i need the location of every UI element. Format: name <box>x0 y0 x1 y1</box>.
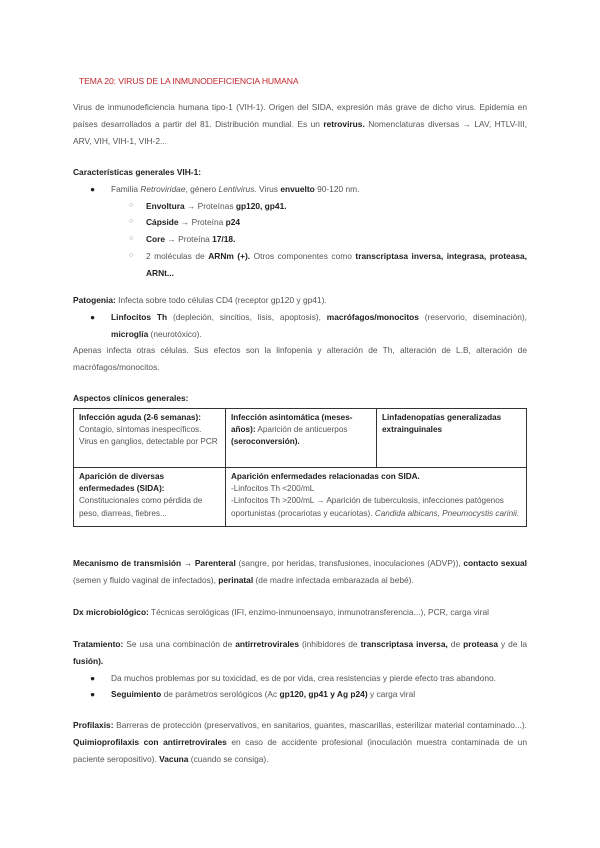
bold-text: Linfocitos Th <box>111 311 168 322</box>
bold-text: fusión). <box>73 655 104 666</box>
circle-bullet-icon: ○ <box>129 235 134 243</box>
text-run: Nomenclaturas diversas → LAV, HTLV-III, ARV, VIH, VIH-1, VIH-2... <box>73 118 528 146</box>
bold-text: perinatal <box>218 574 254 585</box>
list-item-text <box>111 673 496 683</box>
clinical-aspects-table <box>73 408 527 527</box>
bold-text: proteasa <box>463 639 499 649</box>
text-run: 2 moléculas de <box>146 250 209 261</box>
text-run: (inhibidores de <box>299 639 361 649</box>
list-item <box>73 231 527 248</box>
patogenia-paragraph <box>73 342 527 376</box>
text-run: -Linfocitos Th >200/mL → Aparición de tuberculosis, infecciones patógenos oportunistas (procariotas y eucariotas). <box>231 496 504 518</box>
list-item <box>73 670 527 687</box>
bold-text: p24 <box>225 217 241 228</box>
text-run: de <box>447 639 464 649</box>
bold-text: Tratamiento: <box>73 639 124 649</box>
bold-text: Cápside <box>146 217 179 228</box>
bold-text: transcriptasa inversa, <box>360 639 448 649</box>
text-run: Aparición de anticuerpos <box>255 425 348 435</box>
circle-bullet-icon: ○ <box>129 251 134 259</box>
text-run: Da muchos problemas por su toxicidad, es de por vida, crea resistencias y pierde efecto tras abandono. <box>111 672 496 683</box>
list-item-text <box>111 309 527 343</box>
bold-text: Quimioprofilaxis con antirretrovirales <box>73 736 227 747</box>
text-run: (neurotóxico). <box>148 328 202 339</box>
bold-text: gp120, gp41. <box>235 200 287 211</box>
list-item-text <box>111 689 415 699</box>
circle-bullet-icon: ○ <box>129 218 134 226</box>
list-item-text <box>146 201 287 211</box>
text-run: Infecta sobre todo células CD4 (receptor gp120 y gp41). <box>115 295 327 305</box>
patogenia-section <box>73 292 527 376</box>
text-run: → Proteínas <box>184 200 236 211</box>
bold-text: (seroconversión). <box>231 437 300 447</box>
italic-text: Lentivirus. <box>218 183 257 194</box>
bold-text: 17/18. <box>212 234 236 245</box>
table-cell <box>226 468 527 527</box>
text-run: y de la <box>498 639 527 649</box>
table-cell <box>226 409 377 468</box>
bold-text: Aparición de diversas enfermedades (SIDA): <box>79 472 165 494</box>
text-run: Se usa una combinación de <box>123 639 236 649</box>
bullet-icon: ● <box>90 672 96 683</box>
bold-text: Infección aguda (2-6 semanas): <box>79 413 201 422</box>
intro-paragraph <box>73 99 527 149</box>
text-run: (sangre, por heridas, transfusiones, inoculaciones (ADVP)), <box>235 558 464 568</box>
list-item-text <box>111 184 359 194</box>
bold-text: retrovirus. <box>323 118 365 129</box>
bold-text: Profilaxis: <box>73 720 114 730</box>
table-cell <box>377 409 527 468</box>
text-run: → Proteína <box>178 217 226 228</box>
text-run: Constitucionales como pérdida de peso, diarreas, fiebres... <box>79 496 203 518</box>
profilaxis-paragraph <box>73 717 527 767</box>
list-item <box>73 248 527 282</box>
table-row <box>74 468 527 527</box>
bold-text: Core <box>146 234 166 245</box>
bold-text: Envoltura <box>146 200 185 211</box>
table-cell <box>74 409 226 468</box>
transmision-paragraph <box>73 555 527 589</box>
bullet-icon: ● <box>90 311 96 322</box>
text-run: Barreras de protección (preservativos, en sanitarios, guantes, mascarillas, esterilizar material contaminado...). <box>113 720 527 730</box>
bold-text: envuelto <box>280 183 315 194</box>
bullet-icon: ● <box>90 183 96 194</box>
bold-text: macrófagos/monocitos <box>326 311 419 322</box>
text-run: Virus <box>256 183 281 194</box>
list-item <box>73 181 527 198</box>
text-run: 90-120 nm. <box>314 183 360 194</box>
bold-text: transcriptasa inversa, integrasa, proteasa, ARNt... <box>146 250 527 278</box>
list-item <box>73 686 527 703</box>
section-heading: Aspectos clínicos generales: <box>73 393 189 403</box>
text-run: y carga viral <box>367 689 416 700</box>
text-run: → Proteína <box>165 234 213 245</box>
text-run: Técnicas serológicas (IFI, enzimo-inmunoensayo, inmunotransferencia...), PCR, carga viral <box>148 607 489 617</box>
bold-text: antirretrovirales <box>235 639 299 649</box>
bullet-icon: ● <box>90 689 96 700</box>
table-cell <box>74 468 226 527</box>
section-heading: Características generales VIH-1: <box>73 167 202 177</box>
text-run: de parámetros serológicos (Ac <box>161 689 280 700</box>
bold-text: Linfadenopatías generalizadas extrainguinales <box>382 413 502 435</box>
list-item-text <box>146 234 235 244</box>
bold-text: Dx microbiológico: <box>73 607 149 617</box>
text-run: (depleción, sincitios, lisis, apoptosis), <box>167 311 327 322</box>
text-run: Contagio, síntomas inespecíficos. Virus en ganglios, detectable por PCR <box>79 425 218 447</box>
text-run: (cuando se consiga). <box>188 753 269 764</box>
caracteristicas-section <box>73 164 527 282</box>
dx-paragraph <box>73 604 527 621</box>
text-run: (semen y fluido vaginal de infectados), <box>73 574 219 585</box>
text-run: Otros componentes como <box>250 250 356 261</box>
list-item <box>73 309 527 343</box>
bold-text: gp120, gp41 y Ag p24) <box>279 689 368 700</box>
text-run: (reservorio, diseminación), <box>418 311 527 322</box>
tratamiento-line <box>73 636 527 670</box>
page-title: TEMA 20: VIRUS DE LA INMUNODEFICIENCIA HUMANA <box>79 76 299 86</box>
bold-text: Mecanismo de transmisión → Parenteral <box>73 558 236 568</box>
tratamiento-section <box>73 636 527 703</box>
italic-text: Retroviridae <box>140 183 186 194</box>
text-run: -Linfocitos Th <200/mL <box>231 484 315 494</box>
circle-bullet-icon: ○ <box>129 201 134 209</box>
list-item-text <box>146 248 527 282</box>
bold-text: contacto sexual <box>463 558 527 568</box>
text-run: Virus de inmunodeficiencia humana tipo-1 (VIH-1). Origen del SIDA, expresión más grave de dicho virus. Epidemia en países desarrollados a partir del 81. Distribución mundial. Es un <box>73 102 527 129</box>
list-item <box>73 198 527 215</box>
bold-text: Infección asintomática (meses-años): <box>231 413 353 435</box>
bold-text: Aparición enfermedades relacionadas con SIDA. <box>231 472 420 481</box>
bold-text: Patogenia: <box>73 295 116 305</box>
text-run: en caso de accidente profesional (inoculación muestra contaminada de un paciente seropositivo). <box>73 736 527 764</box>
patogenia-line <box>73 292 527 309</box>
text-run: Familia <box>111 183 141 194</box>
bold-text: microglía <box>111 328 149 339</box>
bold-text: Vacuna <box>159 753 189 764</box>
text-run: Apenas infecta otras células. Sus efectos son la linfopenia y alteración de Th, alteración de L.B, alteración de macrófagos/monocitos. <box>73 345 527 373</box>
text-run: , género <box>185 183 219 194</box>
bold-text: Seguimiento <box>111 689 162 700</box>
bold-text: ARNm (+). <box>208 250 251 261</box>
text-run: (de madre infectada embarazada al bebé). <box>253 574 414 585</box>
list-item <box>73 214 527 231</box>
list-item-text <box>146 217 240 227</box>
italic-text: Candida albicans, Pneumocystis carinii. <box>374 508 520 518</box>
table-row <box>74 409 527 468</box>
